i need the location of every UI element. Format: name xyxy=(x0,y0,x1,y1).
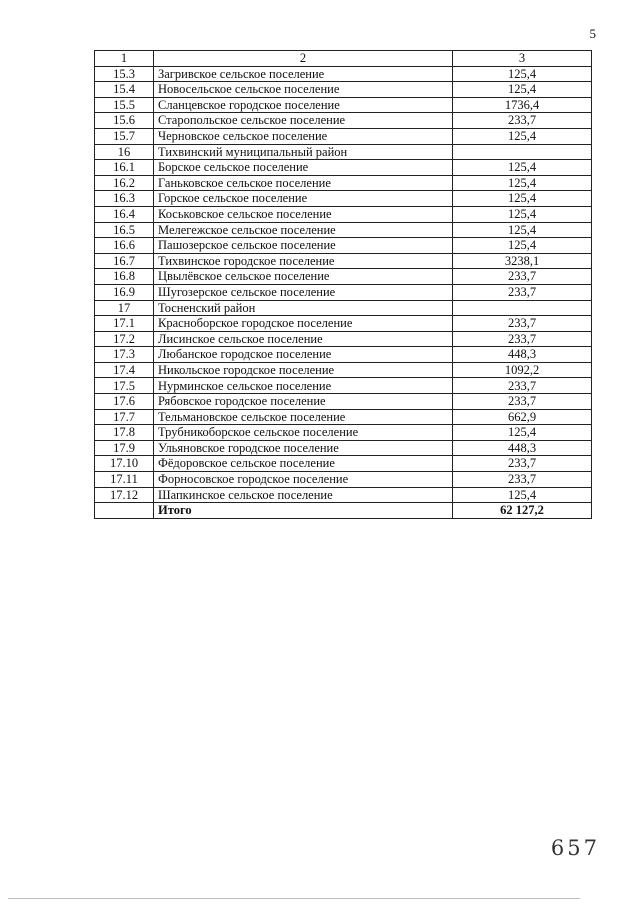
allocation-table xyxy=(94,50,592,519)
amount-cell: 125,4 xyxy=(453,128,592,144)
row-number-cell: 16.2 xyxy=(95,175,154,191)
settlement-name-cell: Загривское сельское поселение xyxy=(154,66,453,82)
table-row xyxy=(95,409,592,425)
row-number-cell: 16.8 xyxy=(95,269,154,285)
table-row xyxy=(95,440,592,456)
row-number-cell: 17.7 xyxy=(95,409,154,425)
settlement-name-cell: Любанское городское поселение xyxy=(154,347,453,363)
amount-cell: 233,7 xyxy=(453,269,592,285)
settlement-name-cell: Тихвинский муниципальный район xyxy=(154,144,453,160)
total-amount-cell: 62 127,2 xyxy=(453,503,592,519)
table-row xyxy=(95,253,592,269)
amount-cell: 233,7 xyxy=(453,472,592,488)
total-row-number-cell xyxy=(95,503,154,519)
amount-cell: 125,4 xyxy=(453,82,592,98)
amount-cell: 448,3 xyxy=(453,347,592,363)
table-row xyxy=(95,362,592,378)
settlement-name-cell: Шапкинское сельское поселение xyxy=(154,487,453,503)
row-number-cell: 16.5 xyxy=(95,222,154,238)
page-number: 5 xyxy=(589,26,596,41)
settlement-name-cell: Тихвинское городское поселение xyxy=(154,253,453,269)
row-number-cell: 17.6 xyxy=(95,394,154,410)
amount-cell: 233,7 xyxy=(453,316,592,332)
row-number-cell: 16.1 xyxy=(95,160,154,176)
settlement-name-cell: Цвылёвское сельское поселение xyxy=(154,269,453,285)
settlement-name-cell: Коськовское сельское поселение xyxy=(154,206,453,222)
total-row xyxy=(95,503,592,519)
settlement-name-cell: Рябовское городское поселение xyxy=(154,394,453,410)
total-settlement-name-cell: Итого xyxy=(154,503,453,519)
column-header-1: 1 xyxy=(95,51,154,67)
amount-cell: 125,4 xyxy=(453,425,592,441)
table-row xyxy=(95,347,592,363)
row-number-cell: 15.4 xyxy=(95,82,154,98)
amount-cell: 125,4 xyxy=(453,206,592,222)
table-row xyxy=(95,222,592,238)
settlement-name-cell: Фёдоровское сельское поселение xyxy=(154,456,453,472)
table-row xyxy=(95,284,592,300)
amount-cell: 233,7 xyxy=(453,394,592,410)
table-row xyxy=(95,82,592,98)
amount-cell: 1736,4 xyxy=(453,97,592,113)
row-number-cell: 15.3 xyxy=(95,66,154,82)
table-row xyxy=(95,425,592,441)
table-row xyxy=(95,487,592,503)
row-number-cell: 15.7 xyxy=(95,128,154,144)
table-row xyxy=(95,206,592,222)
table-row xyxy=(95,97,592,113)
amount-cell: 233,7 xyxy=(453,378,592,394)
row-number-cell: 17.10 xyxy=(95,456,154,472)
table-row xyxy=(95,472,592,488)
table-row xyxy=(95,269,592,285)
settlement-name-cell: Новосельское сельское поселение xyxy=(154,82,453,98)
settlement-name-cell: Шугозерское сельское поселение xyxy=(154,284,453,300)
row-number-cell: 16.6 xyxy=(95,238,154,254)
settlement-name-cell: Лисинское сельское поселение xyxy=(154,331,453,347)
amount-cell xyxy=(453,300,592,316)
row-number-cell: 17 xyxy=(95,300,154,316)
settlement-name-cell: Форносовское городское поселение xyxy=(154,472,453,488)
settlement-name-cell: Пашозерское сельское поселение xyxy=(154,238,453,254)
amount-cell: 1092,2 xyxy=(453,362,592,378)
amount-cell xyxy=(453,144,592,160)
settlement-name-cell: Тельмановское сельское поселение xyxy=(154,409,453,425)
amount-cell: 125,4 xyxy=(453,222,592,238)
row-number-cell: 17.11 xyxy=(95,472,154,488)
amount-cell: 125,4 xyxy=(453,175,592,191)
table-row xyxy=(95,191,592,207)
row-number-cell: 17.1 xyxy=(95,316,154,332)
row-number-cell: 16.3 xyxy=(95,191,154,207)
amount-cell: 233,7 xyxy=(453,284,592,300)
settlement-name-cell: Черновское сельское поселение xyxy=(154,128,453,144)
table-header-row xyxy=(95,51,592,67)
settlement-name-cell: Тосненский район xyxy=(154,300,453,316)
settlement-name-cell: Никольское городское поселение xyxy=(154,362,453,378)
row-number-cell: 17.2 xyxy=(95,331,154,347)
column-header-3: 3 xyxy=(453,51,592,67)
archive-stamp-number: 657 xyxy=(550,836,600,860)
row-number-cell: 17.9 xyxy=(95,440,154,456)
settlement-name-cell: Мелегежское сельское поселение xyxy=(154,222,453,238)
settlement-name-cell: Красноборское городское поселение xyxy=(154,316,453,332)
table-row xyxy=(95,238,592,254)
amount-cell: 448,3 xyxy=(453,440,592,456)
amount-cell: 125,4 xyxy=(453,487,592,503)
table-row xyxy=(95,160,592,176)
table-row xyxy=(95,316,592,332)
row-number-cell: 17.5 xyxy=(95,378,154,394)
row-number-cell: 15.6 xyxy=(95,113,154,129)
row-number-cell: 17.3 xyxy=(95,347,154,363)
column-header-2: 2 xyxy=(154,51,453,67)
table-row xyxy=(95,144,592,160)
table-row xyxy=(95,378,592,394)
row-number-cell: 16 xyxy=(95,144,154,160)
scan-edge-line xyxy=(8,898,580,899)
row-number-cell: 17.12 xyxy=(95,487,154,503)
amount-cell: 125,4 xyxy=(453,160,592,176)
table-row xyxy=(95,456,592,472)
amount-cell: 125,4 xyxy=(453,238,592,254)
settlement-name-cell: Старопольское сельское поселение xyxy=(154,113,453,129)
table-row xyxy=(95,394,592,410)
settlement-name-cell: Трубникоборское сельское поселение xyxy=(154,425,453,441)
settlement-name-cell: Ульяновское городское поселение xyxy=(154,440,453,456)
settlement-name-cell: Борское сельское поселение xyxy=(154,160,453,176)
amount-cell: 233,7 xyxy=(453,456,592,472)
table-row xyxy=(95,113,592,129)
table-row xyxy=(95,175,592,191)
settlement-name-cell: Нурминское сельское поселение xyxy=(154,378,453,394)
table-row xyxy=(95,300,592,316)
row-number-cell: 16.4 xyxy=(95,206,154,222)
amount-cell: 125,4 xyxy=(453,191,592,207)
amount-cell: 233,7 xyxy=(453,113,592,129)
table-row xyxy=(95,66,592,82)
amount-cell: 233,7 xyxy=(453,331,592,347)
row-number-cell: 17.4 xyxy=(95,362,154,378)
amount-cell: 662,9 xyxy=(453,409,592,425)
amount-cell: 3238,1 xyxy=(453,253,592,269)
row-number-cell: 16.9 xyxy=(95,284,154,300)
amount-cell: 125,4 xyxy=(453,66,592,82)
settlement-name-cell: Сланцевское городское поселение xyxy=(154,97,453,113)
settlement-name-cell: Горское сельское поселение xyxy=(154,191,453,207)
table-row xyxy=(95,128,592,144)
table-row xyxy=(95,331,592,347)
row-number-cell: 15.5 xyxy=(95,97,154,113)
row-number-cell: 16.7 xyxy=(95,253,154,269)
row-number-cell: 17.8 xyxy=(95,425,154,441)
settlement-name-cell: Ганьковское сельское поселение xyxy=(154,175,453,191)
